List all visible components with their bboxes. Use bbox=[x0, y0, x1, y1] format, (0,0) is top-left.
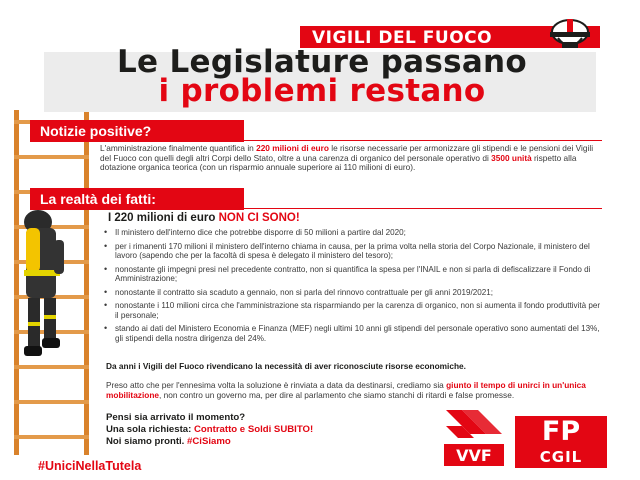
units-highlight: 3500 unità bbox=[491, 152, 532, 163]
call-to-action bbox=[106, 412, 426, 448]
headline-sub: i problemi restano bbox=[158, 73, 486, 109]
list-item: • nonostante gli impegni presi nel precedente contratto, non si quantifica la spesa per l'INAIL e non si parla di defiscalizzare il Fondo di Amministrazione; bbox=[104, 265, 602, 284]
section-tag-facts: La realtà dei fatti: bbox=[30, 188, 244, 210]
list-item: • stando ai dati del Ministero Economia e Finanza (MEF) negli ultimi 10 anni gli stipendi del personale operativo sono aumentati del 13%, gli stipendi della nostra dirigenza del 24%. bbox=[104, 324, 602, 343]
fp-text: FP bbox=[541, 416, 581, 447]
banner-text: VIGILI DEL FUOCO bbox=[312, 28, 493, 48]
ladder-firefighter-illustration bbox=[0, 110, 110, 455]
vvf-logo bbox=[440, 402, 508, 468]
facts-title: I 220 milioni di euro NON CI SONO! bbox=[108, 212, 300, 224]
firefighter-figure bbox=[24, 210, 64, 356]
fp-cgil-logo bbox=[515, 416, 607, 468]
list-item: • nonostante il contratto sia scaduto a gennaio, non si parla del rinnovo contrattuale per gli anni 2019/2021; bbox=[104, 288, 602, 298]
closing-paragraph: Preso atto che per l'ennesima volta la soluzione è rinviata a data da destinarsi, crediamo sia giunto il tempo di unirci in un'unica mobilitazione, non contro un governo ma, per dire al parlamento che siamo stanchi di ritardi e false promesse. bbox=[106, 380, 586, 400]
list-item: • nonostante i 110 milioni circa che l'amministrazione sta risparmiando per la carenza di organico, non si aumenta il fondo produttività per il personale; bbox=[104, 301, 602, 320]
demand-statement: Da anni i Vigili del Fuoco rivendicano la necessità di aver riconosciute risorse economiche. bbox=[106, 361, 466, 371]
cta-request: Una sola richiesta: Contratto e Soldi SUBITO! bbox=[106, 424, 314, 435]
list-item: • per i rimanenti 170 milioni il ministero dell'interno chiama in causa, per la prima volta nella storia del Corpo Nazionale, il ministero del lavoro (sapendo che per la facoltà di spesa è delegato il ministero del tesoro); bbox=[104, 242, 602, 261]
divider bbox=[244, 208, 602, 209]
cgil-text: CGIL bbox=[539, 448, 583, 466]
facts-list bbox=[104, 228, 602, 347]
list-item: • Il ministero dell'interno dice che potrebbe disporre di 50 milioni a partire dal 2020; bbox=[104, 228, 602, 238]
divider bbox=[244, 140, 602, 141]
amount-highlight: 220 milioni di euro bbox=[256, 143, 329, 153]
section-tag-news: Notizie positive? bbox=[30, 120, 244, 142]
vvf-logo-text: VVF bbox=[456, 446, 492, 465]
news-paragraph: L'amministrazione finalmente quantifica in 220 milioni di euro le risorse necessarie per armonizzare gli stipendi e le pensioni dei Vigili del Fuoco con quelli degli altri Corpi dello Stato, oltre a una carenza di organico del personale operativo di 3500 unità rispetto alla dotazione organica teorica (con un risparmio annuale superiore ai 110 milioni di euro). bbox=[100, 143, 594, 173]
headline-main: Le Legislature passano bbox=[116, 44, 528, 80]
cta-ready: Noi siamo pronti. #CiSiamo bbox=[106, 436, 231, 447]
footer-hashtag: #UniciNellaTutela bbox=[38, 459, 142, 473]
cta-question: Pensi sia arrivato il momento? bbox=[106, 412, 246, 423]
